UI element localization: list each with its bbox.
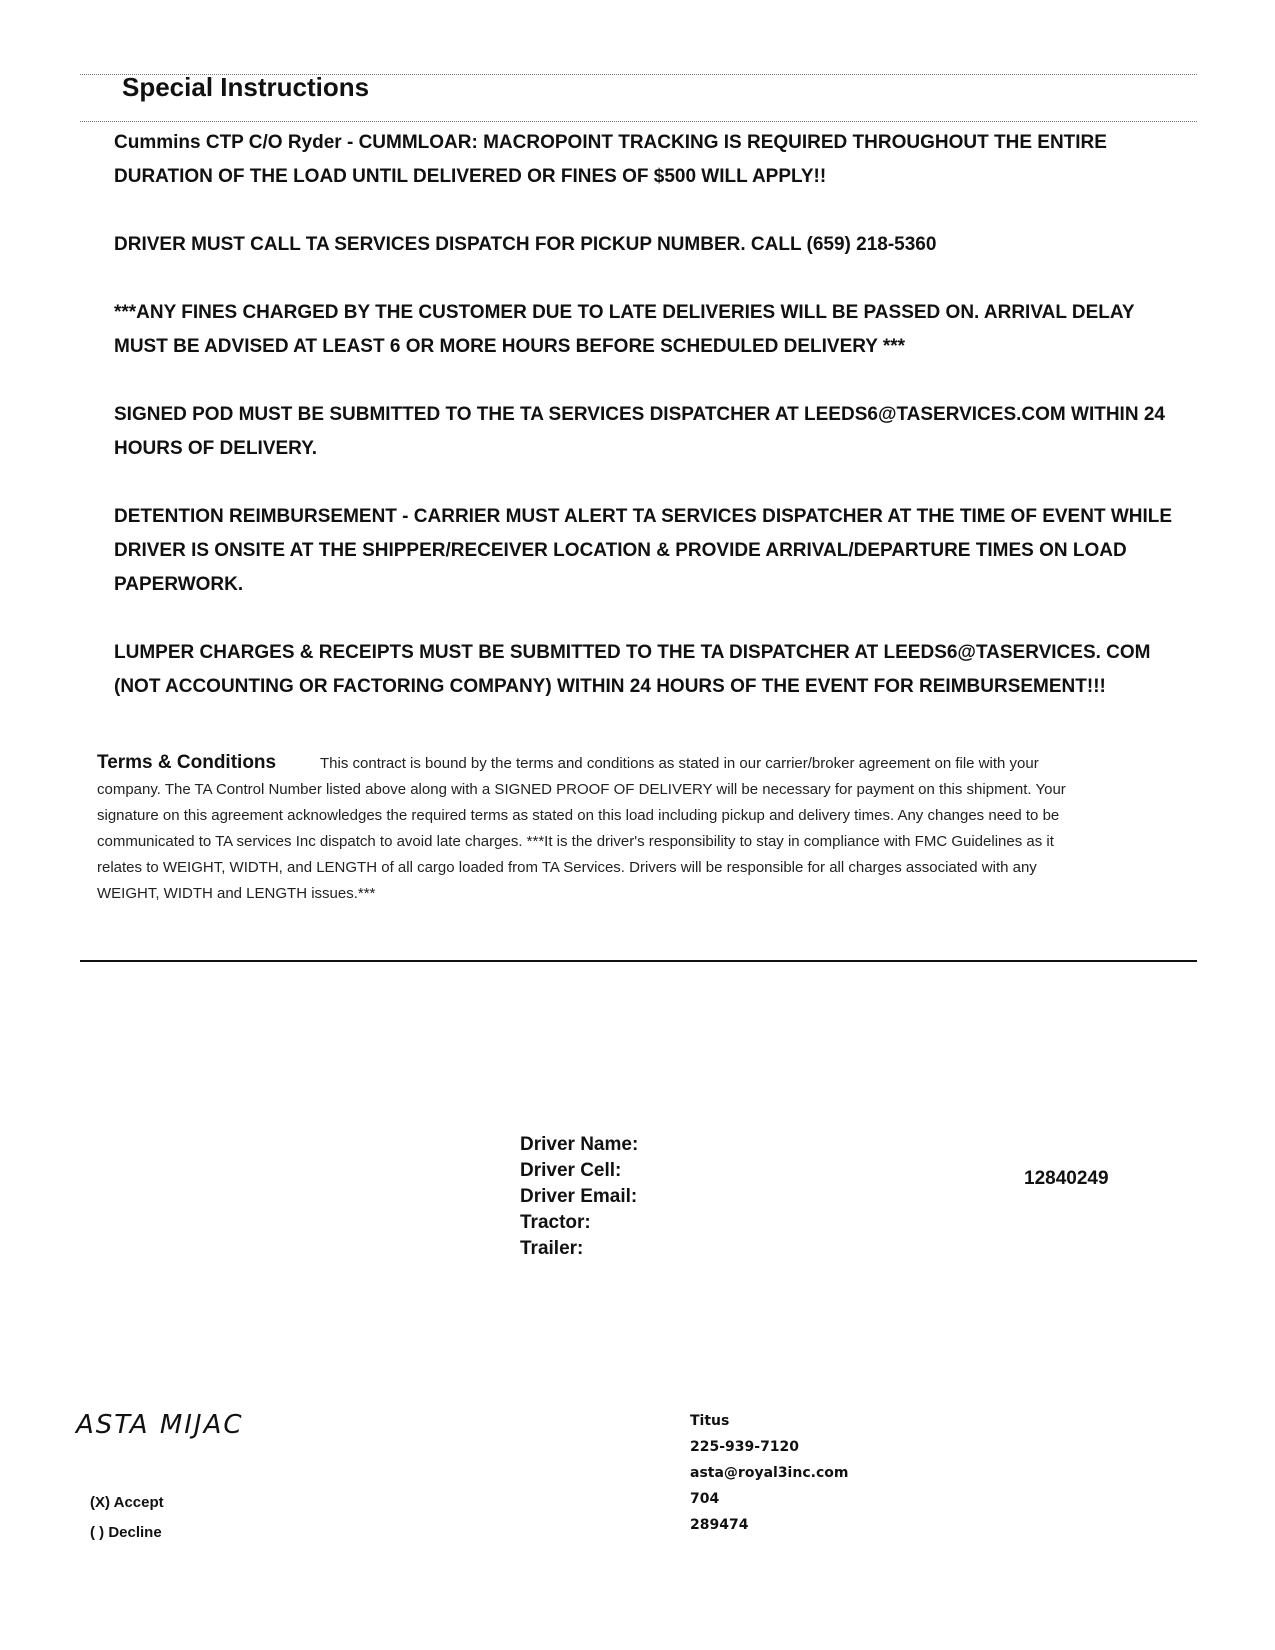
terms-and-conditions [97,750,1087,907]
instruction-detention: DETENTION REIMBURSEMENT - CARRIER MUST ALERT TA SERVICES DISPATCHER AT THE TIME OF EVENT WHILE DRIVER IS ONSITE AT THE SHIPPER/RECEIVER LOCATION & PROVIDE ARRIVAL/DEPARTURE TIMES ON LOAD PAPERWORK. [114,506,1173,595]
instruction-tracking: Cummins CTP C/O Ryder - CUMMLOAR: MACROPOINT TRACKING IS REQUIRED THROUGHOUT THE ENTIRE DURATION OF THE LOAD UNTIL DELIVERED OR FINES OF $500 WILL APPLY!! [114,132,1107,187]
contact-email: asta@royal3inc.com [690,1465,849,1481]
terms-title: Terms & Conditions [97,752,277,773]
special-instructions [114,126,1184,704]
contact-tractor: 704 [690,1491,720,1507]
driver-cell-label: Driver Cell: [520,1160,622,1181]
decline-option[interactable]: ( ) Decline [90,1524,162,1541]
contact-name: Titus [690,1413,730,1429]
trailer-label: Trailer: [520,1238,584,1259]
instruction-signed-pod: SIGNED POD MUST BE SUBMITTED TO THE TA SERVICES DISPATCHER AT LEEDS6@TASERVICES.COM WITHIN 24 HOURS OF DELIVERY. [114,404,1165,459]
terms-body: This contract is bound by the terms and conditions as stated in our carrier/broker agreement on file with your company. The TA Control Number listed above along with a SIGNED PROOF OF DELIVERY will be necessary for payment on this shipment. Your signature on this agreement acknowledges the required terms as stated on this load including pickup and delivery times. Any changes need to be communicated to TA services Inc dispatch to avoid late charges. ***It is the driver's responsibility to stay in compliance with FMC Guidelines as it relates to WEIGHT, WIDTH, and LENGTH of all cargo loaded from TA Services. Drivers will be responsible for all charges associated with any WEIGHT, WIDTH and LENGTH issues.*** [97,755,1066,902]
special-instructions-title: Special Instructions [122,72,370,102]
tractor-label: Tractor: [520,1212,591,1233]
signature: ASTA MIJAC [76,1410,244,1440]
control-number: 12840249 [1024,1168,1109,1189]
terms-divider [80,960,1197,962]
instruction-late-fines: ***ANY FINES CHARGED BY THE CUSTOMER DUE TO LATE DELIVERIES WILL BE PASSED ON. ARRIVAL DELAY MUST BE ADVISED AT LEAST 6 OR MORE HOURS BEFORE SCHEDULED DELIVERY *** [114,302,1135,357]
contact-trailer: 289474 [690,1517,749,1533]
accept-option[interactable]: (X) Accept [90,1494,164,1511]
instruction-pickup-number: DRIVER MUST CALL TA SERVICES DISPATCH FOR PICKUP NUMBER. CALL (659) 218-5360 [114,234,937,255]
contact-phone: 225-939-7120 [690,1439,800,1455]
driver-name-label: Driver Name: [520,1134,639,1155]
driver-contact [690,1408,848,1538]
heading-divider [80,121,1197,122]
driver-email-label: Driver Email: [520,1186,638,1207]
driver-info [520,1132,638,1262]
instruction-lumper: LUMPER CHARGES & RECEIPTS MUST BE SUBMITTED TO THE TA DISPATCHER AT LEEDS6@TASERVICES. COM (NOT ACCOUNTING OR FACTORING COMPANY) WITHIN 24 HOURS OF THE EVENT FOR REIMBURSEMENT!!! [114,642,1151,697]
